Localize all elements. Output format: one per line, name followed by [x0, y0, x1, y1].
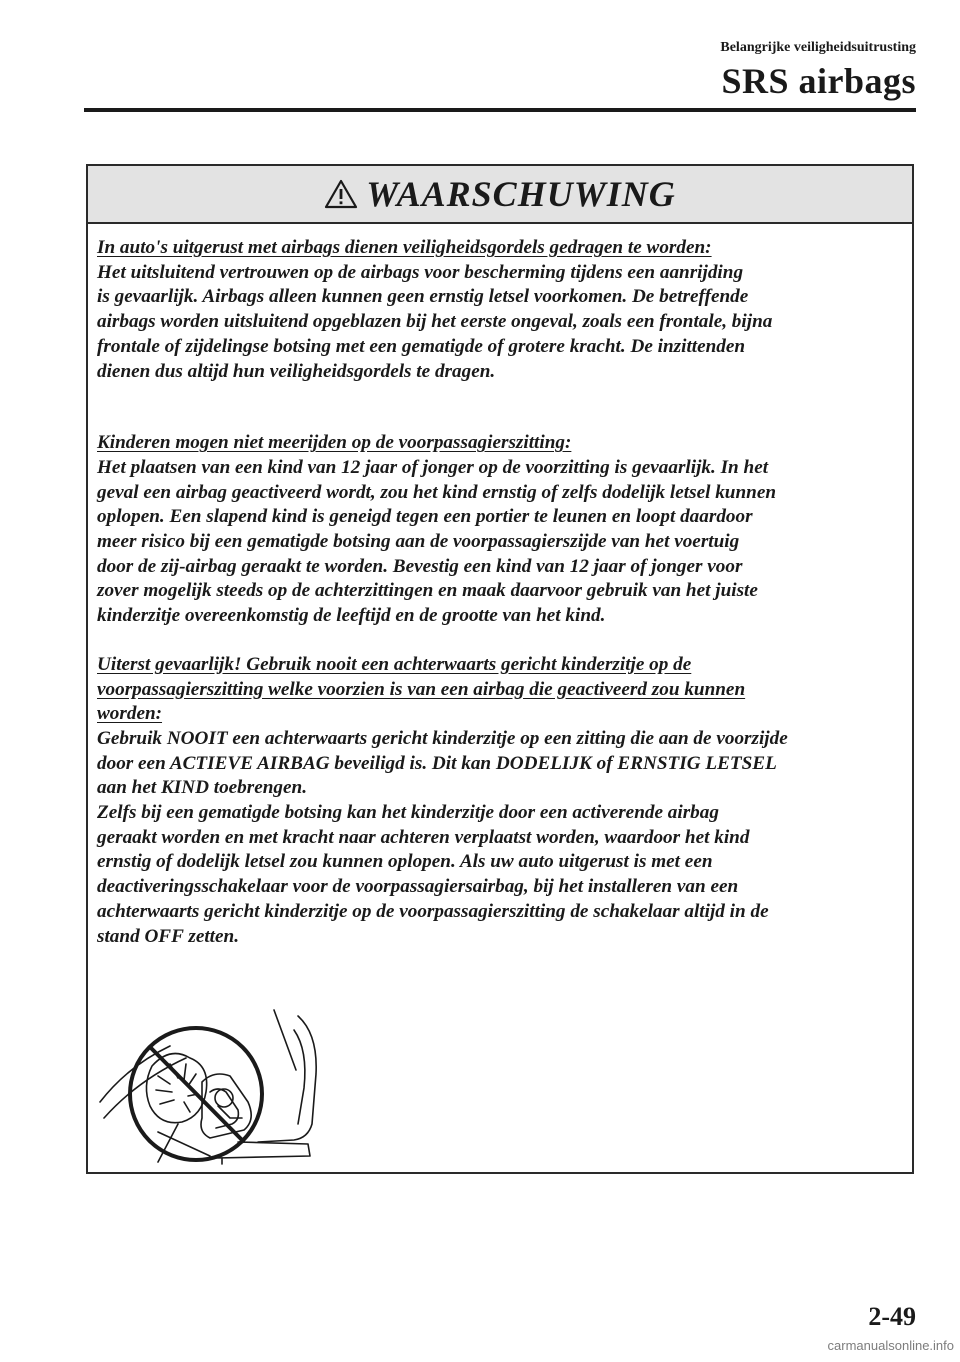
block-1-line: dienen dus altijd hun veiligheidsgordels te dragen. — [97, 360, 496, 382]
block-3-line: Zelfs bij een gematigde botsing kan het kinderzitje door een activerende airbag — [97, 802, 719, 824]
block-2-line: kinderzitje overeenkomstig de leeftijd en de grootte van het kind. — [97, 605, 606, 627]
block-1-line: frontale of zijdelingse botsing met een gematigde of grotere kracht. De inzittenden — [97, 335, 746, 357]
warning-body — [88, 224, 912, 949]
block-3-line: geraakt worden en met kracht naar achteren verplaatst worden, waardoor het kind — [97, 826, 750, 848]
warning-block-1 — [97, 236, 904, 384]
block-1-line: airbags worden uitsluitend opgeblazen bij het eerste ongeval, zoals een frontale, bijna — [97, 311, 773, 333]
header-rule — [84, 108, 916, 112]
block-3-subheading: voorpassagierszitting welke voorzien is van een airbag die geactiveerd zou kunnen — [97, 678, 746, 700]
watermark-text: carmanualsonline.info — [827, 1338, 954, 1353]
block-2-line: meer risico bij een gematigde botsing aan de voorpassagierszijde van het voertuig — [97, 531, 740, 553]
block-2-line: oplopen. Een slapend kind is geneigd tegen een portier te leunen en loopt daardoor — [97, 506, 753, 528]
block-3-line: deactiveringsschakelaar voor de voorpassagiersairbag, bij het installeren van een — [97, 876, 739, 898]
block-2-line: geval een airbag geactiveerd wordt, zou het kind ernstig of zelfs dodelijk letsel kunnen — [97, 481, 777, 503]
block-2-line: door de zij-airbag geraakt te worden. Bevestig een kind van 12 jaar of jonger voor — [97, 555, 743, 577]
warning-block-2 — [97, 431, 904, 629]
prohibited-rear-facing-child-seat-icon — [98, 1006, 338, 1166]
header-section-label: Belangrijke veiligheidsuitrusting — [720, 40, 916, 55]
block-1-subheading: In auto's uitgerust met airbags dienen veiligheidsgordels gedragen te worden: — [97, 237, 712, 258]
warning-title: WAARSCHUWING — [366, 174, 676, 214]
warning-box — [86, 164, 914, 1174]
block-3-line: Gebruik NOOIT een achterwaarts gericht kinderzitje op een zitting die aan de voorzijde — [97, 727, 788, 749]
block-2-subheading: Kinderen mogen niet meerijden op de voorpassagierszitting: — [97, 432, 572, 454]
page-number: 2-49 — [868, 1302, 916, 1331]
warning-triangle-icon — [324, 179, 358, 209]
block-3-line: ernstig of dodelijk letsel zou kunnen oplopen. Als uw auto uitgerust is met een — [97, 851, 713, 873]
block-3-line: aan het KIND toebrengen. — [97, 777, 308, 799]
block-1-line: Het uitsluitend vertrouwen op de airbags voor bescherming tijdens een aanrijding — [97, 261, 744, 283]
block-3-line: achterwaarts gericht kinderzitje op de voorpassagierszitting de schakelaar altijd in de — [97, 900, 769, 922]
warning-header — [88, 166, 912, 224]
block-2-line: Het plaatsen van een kind van 12 jaar of jonger op de voorzitting is gevaarlijk. In het — [97, 456, 769, 478]
page-title: SRS airbags — [721, 61, 916, 101]
warning-block-3 — [97, 653, 904, 949]
block-3-subheading: Uiterst gevaarlijk! Gebruik nooit een achterwaarts gericht kinderzitje op de — [97, 653, 692, 675]
block-3-line: door een ACTIEVE AIRBAG beveiligd is. Dit kan DODELIJK of ERNSTIG LETSEL — [97, 752, 777, 774]
block-1-line: is gevaarlijk. Airbags alleen kunnen geen ernstig letsel voorkomen. De betreffende — [97, 286, 749, 308]
block-3-subheading: worden: — [97, 703, 163, 725]
block-2-line: zover mogelijk steeds op de achterzittingen en maak daarvoor gebruik van het juiste — [97, 580, 758, 602]
block-3-line: stand OFF zetten. — [97, 925, 239, 947]
